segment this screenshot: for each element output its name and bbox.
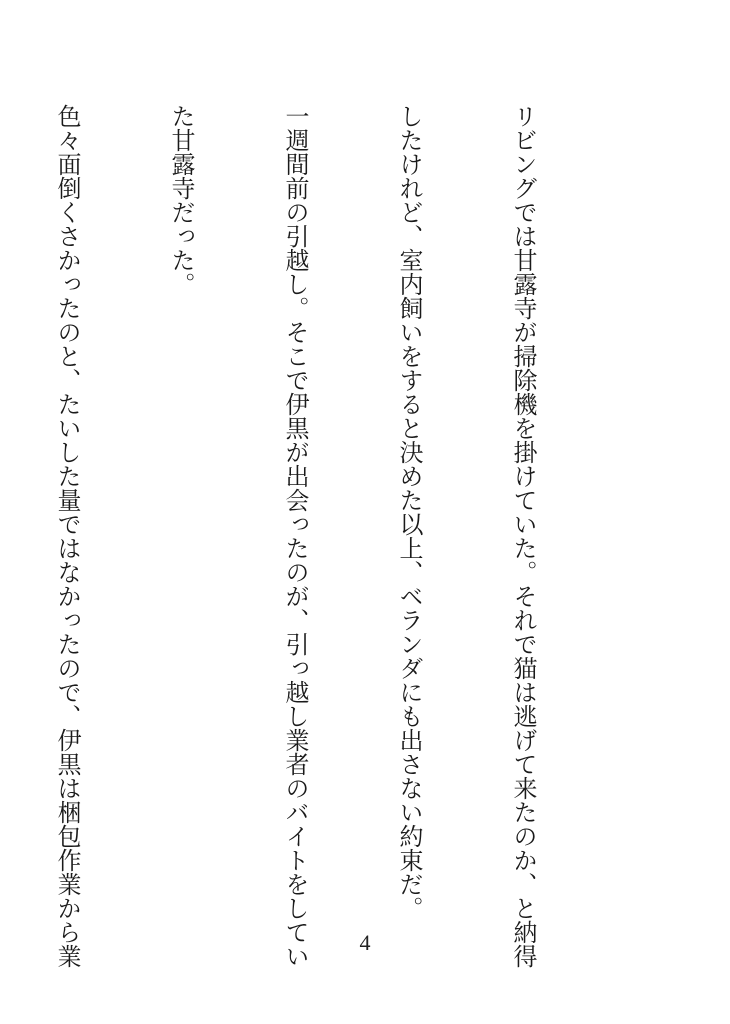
page-number: 4 xyxy=(359,930,371,955)
text-line: た甘露寺だった。 xyxy=(167,104,195,296)
text-line: 色々面倒くさかったのと、たいした量ではなかったので、伊黒は梱包作業から業 xyxy=(53,104,81,968)
text-line: したけれど、室内飼いをすると決めた以上、ベランダにも出さない約束だ。 xyxy=(395,104,423,920)
text-line: 一週間前の引越し。そこで伊黒が出会ったのが、引っ越し業者のバイトをしてい xyxy=(281,104,309,968)
vertical-body-text xyxy=(0,104,618,968)
text-line: リビングでは甘露寺が掃除機を掛けていた。それで猫は逃げて来たのか、と納得 xyxy=(509,104,537,968)
